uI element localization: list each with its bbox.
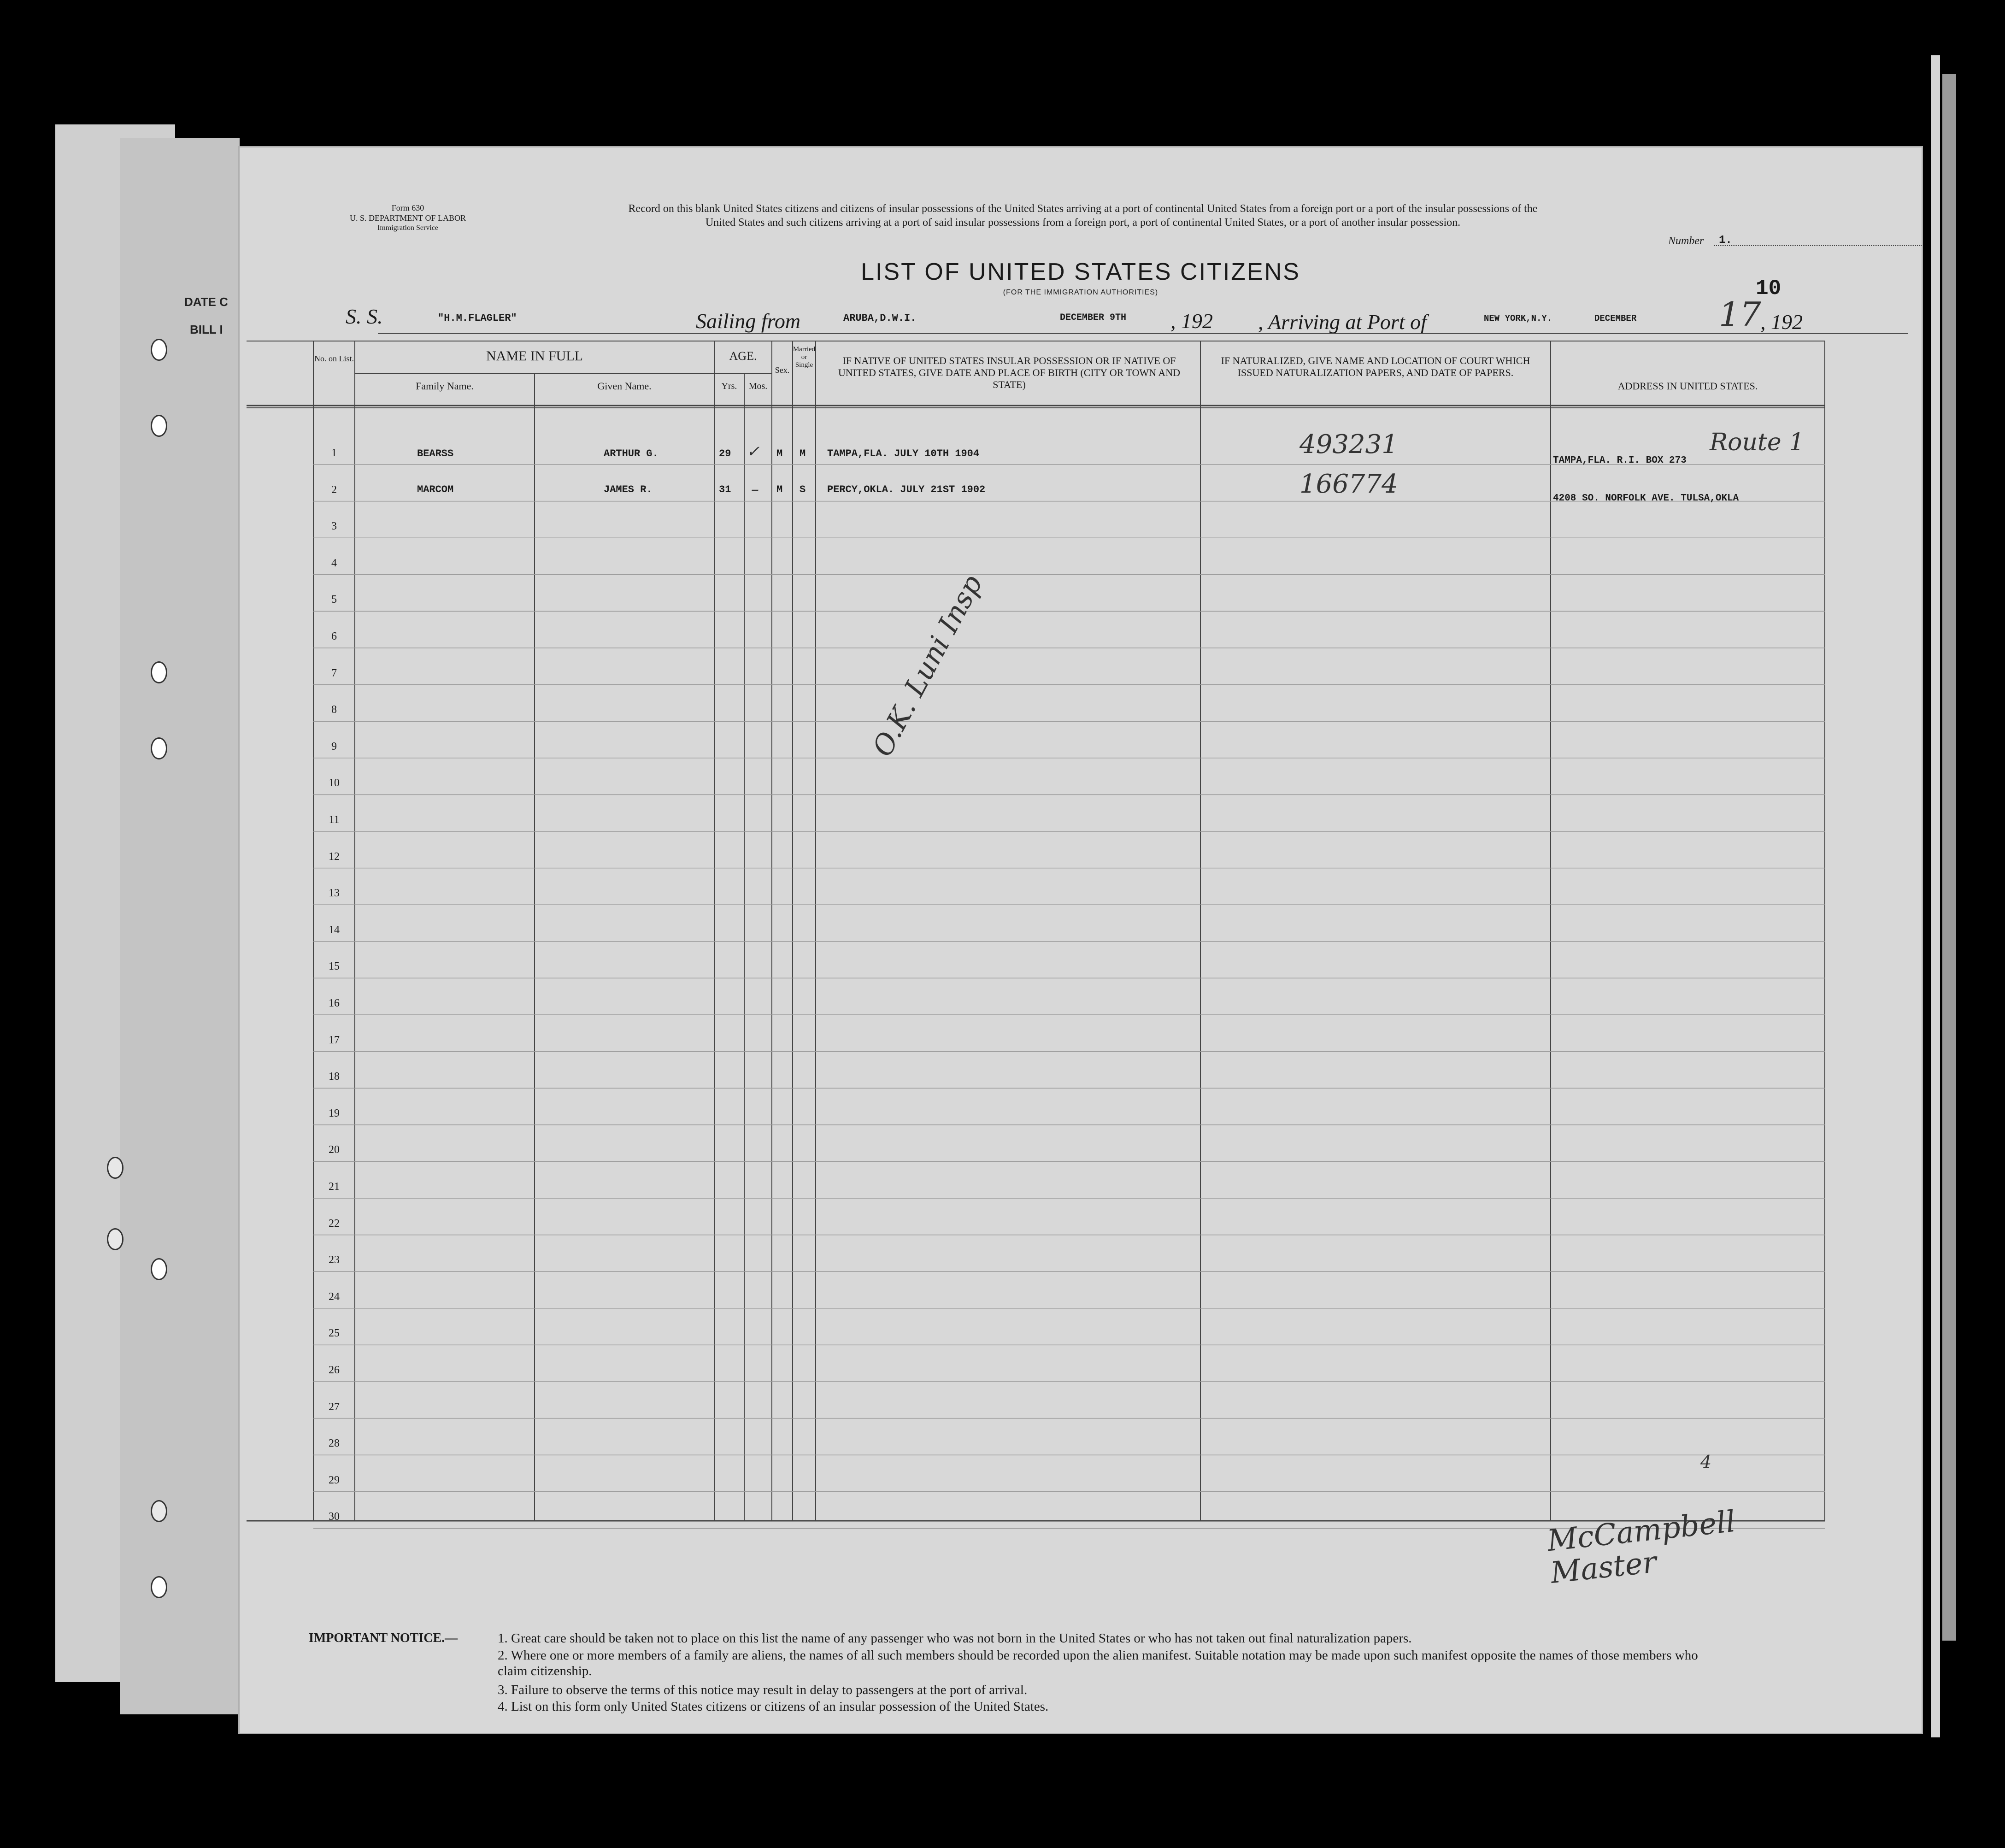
inspector-handwriting: O.K. Luni Insp (866, 570, 989, 762)
address-1: TAMPA,FLA. R.I. BOX 273 (1553, 455, 1687, 466)
row-number: 7 (331, 667, 337, 679)
side-stamp-date: DATE C (184, 295, 228, 309)
family-name-2: MARCOM (417, 484, 454, 495)
arriving-label: , Arriving at Port of (1258, 310, 1427, 334)
col-given-name: Given Name. (597, 380, 652, 392)
notice-item-1: 1. Great care should be taken not to place on this list the name of any passenger who was not born in the United States or who has not taken out final naturalization papers. (498, 1631, 1412, 1646)
side-stamp-bill: BILL I (190, 323, 223, 336)
row-number: 11 (329, 814, 340, 826)
row-number: 12 (329, 850, 340, 863)
binder-hole (151, 339, 167, 361)
row-number: 10 (329, 777, 340, 789)
col-sex: Sex. (775, 365, 790, 375)
col-married-single: Married or Single (793, 346, 816, 369)
sailing-from: ARUBA,D.W.I. (843, 312, 917, 324)
row-number: 30 (329, 1511, 340, 1523)
row-number: 21 (329, 1181, 340, 1193)
row-number: 9 (331, 740, 337, 753)
record-note: Record on this blank United States citizens and citizens of insular possessions of the United States arriving at a port of continental United States from a foreign port or a port of the insular possessions of the United States and such citizens arriving at a port of said insular possessions from a foreign port, a port of continental United States, or a port of another insular possession. (628, 203, 1538, 229)
col-no-on-list: No. on List. (314, 354, 354, 363)
binder-hole (151, 415, 167, 437)
given-name-1: ARTHUR G. (604, 448, 659, 459)
sailing-date: DECEMBER 9TH (1060, 312, 1127, 323)
col-naturalized: IF NATURALIZED, GIVE NAME AND LOCATION OF COURT WHICH ISSUED NATURALIZATION PAPERS, AND DATE OF PAPERS. (1221, 355, 1530, 378)
notice-label: IMPORTANT NOTICE.— (309, 1631, 458, 1645)
sex-1: M (776, 448, 783, 459)
ss-label: S. S. (346, 305, 383, 328)
birth-2: PERCY,OKLA. JULY 21ST 1902 (827, 484, 986, 495)
list-number-label: Number (1668, 235, 1704, 247)
col-name-in-full: NAME IN FULL (486, 348, 583, 364)
age-mos-1: ✓ (747, 442, 760, 461)
service: Immigration Service (377, 224, 438, 232)
row-number: 24 (329, 1290, 340, 1303)
address-2: 4208 SO. NORFOLK AVE. TULSA,OKLA (1553, 493, 1739, 504)
row-number: 27 (329, 1401, 340, 1413)
marital-2: S (800, 484, 806, 495)
row-number: 3 (331, 520, 337, 533)
given-name-2: JAMES R. (604, 484, 653, 495)
row-number: 22 (329, 1217, 340, 1230)
binder-hole (107, 1228, 123, 1250)
row-number: 26 (329, 1364, 340, 1376)
binder-hole (151, 1576, 167, 1598)
col-yrs: Yrs. (721, 381, 737, 391)
naturalization-1: 493231 (1299, 430, 1398, 459)
row-number: 23 (329, 1254, 340, 1266)
address-note-1: Route 1 (1710, 429, 1805, 456)
row-number: 8 (331, 704, 337, 716)
page-number: 10 (1756, 277, 1782, 300)
form-title: LIST OF UNITED STATES CITIZENS (861, 259, 1300, 285)
binder-hole (151, 1500, 167, 1522)
notice-item-3: 3. Failure to observe the terms of this notice may result in delay to passengers at the port of arrival. (498, 1683, 1028, 1697)
row-number: 2 (331, 483, 337, 496)
row-number: 19 (329, 1107, 340, 1119)
row-number: 4 (331, 557, 337, 569)
sailing-year: , 192 (1170, 309, 1213, 333)
sex-2: M (776, 484, 783, 495)
row-number: 25 (329, 1327, 340, 1340)
underlying-page-2 (120, 138, 240, 1714)
binder-hole (151, 661, 167, 683)
col-mos: Mos. (748, 381, 768, 391)
arrival-year: , 192 (1760, 310, 1803, 334)
row-number: 1 (331, 447, 337, 459)
manifest-page (240, 147, 1922, 1733)
ship-name: "H.M.FLAGLER" (438, 312, 517, 324)
birth-1: TAMPA,FLA. JULY 10TH 1904 (827, 448, 980, 459)
age-mos-2: – (751, 480, 759, 499)
marital-1: M (800, 448, 806, 459)
master-signature: McCampbell Master (1546, 1504, 1737, 1590)
row-number: 17 (329, 1034, 340, 1046)
row-number: 16 (329, 997, 340, 1009)
arrival-day: 17 (1719, 295, 1761, 334)
binder-hole (151, 737, 167, 759)
col-age: AGE. (729, 349, 757, 363)
arrival-port: NEW YORK,N.Y. (1484, 313, 1552, 324)
page-edge-right (1931, 55, 1940, 1737)
arrival-month: DECEMBER (1594, 313, 1637, 324)
row-number: 18 (329, 1071, 340, 1083)
binder-hole (151, 1258, 167, 1280)
age-yrs-1: 29 (719, 448, 731, 459)
row-number: 20 (329, 1144, 340, 1156)
row-number: 6 (331, 630, 337, 642)
row-number: 14 (329, 924, 340, 936)
notice-item-4: 4. List on this form only United States citizens or citizens of an insular possession of the United States. (498, 1699, 1049, 1714)
page-edge-right-2 (1942, 74, 1956, 1641)
form-number: Form 630 (391, 203, 424, 212)
col-address: ADDRESS IN UNITED STATES. (1617, 380, 1758, 392)
department: U. S. DEPARTMENT OF LABOR (350, 213, 466, 223)
row-number: 29 (329, 1474, 340, 1486)
sailing-label: Sailing from (696, 309, 801, 333)
row-number: 13 (329, 887, 340, 900)
row-number: 28 (329, 1437, 340, 1450)
naturalization-2: 166774 (1299, 469, 1398, 499)
row-number: 15 (329, 960, 340, 973)
list-number: 1. (1719, 234, 1732, 247)
col-native-birth: IF NATIVE OF UNITED STATES INSULAR POSSESSION OR IF NATIVE OF UNITED STATES, GIVE DATE AND PLACE OF BIRTH (CITY OR TOWN AND STATE) (838, 355, 1181, 390)
form-subtitle: (FOR THE IMMIGRATION AUTHORITIES) (1003, 288, 1158, 296)
binder-hole (107, 1157, 123, 1179)
corner-mark: 4 (1700, 1452, 1712, 1472)
age-yrs-2: 31 (719, 484, 731, 495)
row-number: 5 (331, 594, 337, 606)
col-family-name: Family Name. (416, 380, 474, 392)
notice-item-2: 2. Where one or more members of a family are aliens, the names of all such members should be recorded upon the alien manifest. Suitable notation may be made upon such manifest opposite the names of those members who claim citizenship. (498, 1648, 1698, 1678)
family-name-1: BEARSS (417, 448, 454, 459)
